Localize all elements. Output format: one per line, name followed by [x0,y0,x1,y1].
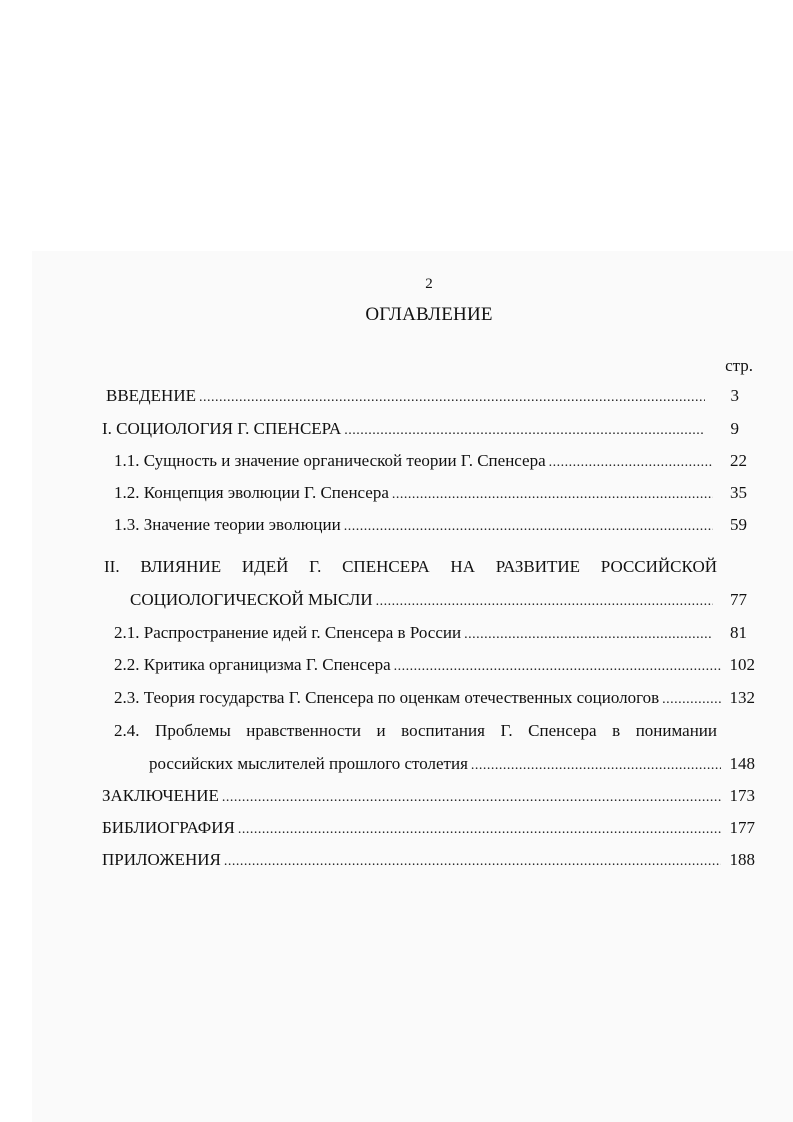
toc-leader-dots [376,594,713,610]
toc-entry-title: 2.1. Распространение идей г. Спенсера в России [114,623,462,642]
toc-entry-title: ВВЕДЕНИЕ [106,386,196,405]
toc-entry-section-1-3[interactable] [114,515,747,541]
toc-entry-chapter-2[interactable] [130,590,747,616]
toc-page-number: 59 [730,515,747,534]
toc-entry-title: СОЦИОЛОГИЧЕСКОЙ МЫСЛИ [130,590,373,609]
page-sheet [32,251,793,1122]
toc-page-number: 3 [730,386,739,405]
page-title: ОГЛАВЛЕНИЕ [365,304,493,325]
toc-page-number: 177 [729,818,755,837]
toc-entry-title: 1.1. Сущность и значение органической теории Г. Спенсера [114,451,546,470]
pages-column-label: стр. [725,356,753,375]
toc-leader-dots [224,854,721,870]
toc-entry-title: 1.3. Значение теории эволюции [114,515,341,534]
toc-page-number: 132 [729,688,755,707]
toc-entry-chapter-2-line-1[interactable]: II. ВЛИЯНИЕ ИДЕЙ Г. СПЕНСЕРА НА РАЗВИТИЕ РОССИЙСКОЙ [104,557,717,576]
toc-leader-dots [464,627,713,643]
toc-entry-section-1-2[interactable] [114,483,747,509]
toc-leader-dots [662,692,721,708]
toc-page-number: 173 [729,786,755,805]
toc-page-number: 22 [730,451,747,470]
toc-entry-section-2-3[interactable] [114,688,755,714]
toc-entry-section-2-2[interactable] [114,655,755,681]
toc-leader-dots [392,487,713,503]
toc-leader-dots [394,659,721,675]
toc-entry-section-2-4-line-1[interactable]: 2.4. Проблемы нравственности и воспитания Г. Спенсера в понимании [114,721,717,740]
toc-entry-title: I. СОЦИОЛОГИЯ Г. СПЕНСЕРА [102,419,342,438]
toc-entry-title: 2.2. Критика органицизма Г. Спенсера [114,655,391,674]
toc-entry-introduction[interactable] [106,386,739,412]
toc-page-number: 9 [730,419,739,438]
toc-entry-title: 2.3. Теория государства Г. Спенсера по оценкам отечественных социологов [114,688,660,707]
toc-page-number: 188 [729,850,755,869]
toc-entry-conclusion[interactable] [102,786,755,812]
toc-entry-title: ПРИЛОЖЕНИЯ [102,850,221,869]
toc-entry-section-1-1[interactable] [114,451,747,477]
toc-entry-title: 1.2. Концепция эволюции Г. Спенсера [114,483,389,502]
toc-entry-title: российских мыслителей прошлого столетия [149,754,468,773]
toc-leader-dots [344,423,705,439]
page-number: 2 [425,276,433,292]
toc-leader-dots [199,390,705,406]
toc-page-number: 77 [730,590,747,609]
toc-leader-dots [471,758,721,774]
toc-entry-title: ЗАКЛЮЧЕНИЕ [102,786,219,805]
toc-page-number: 35 [730,483,747,502]
toc-leader-dots [549,455,713,471]
toc-entry-chapter-1[interactable] [102,419,739,445]
toc-page-number: 81 [730,623,747,642]
toc-page-number: 102 [729,655,755,674]
toc-entry-section-2-4[interactable] [149,754,755,780]
toc-entry-title: БИБЛИОГРАФИЯ [102,818,235,837]
toc-entry-appendix[interactable] [102,850,755,876]
toc-leader-dots [222,790,721,806]
toc-leader-dots [344,519,713,535]
toc-entry-bibliography[interactable] [102,818,755,844]
toc-entry-section-2-1[interactable] [114,623,747,649]
toc-leader-dots [238,822,721,838]
toc-page-number: 148 [729,754,755,773]
